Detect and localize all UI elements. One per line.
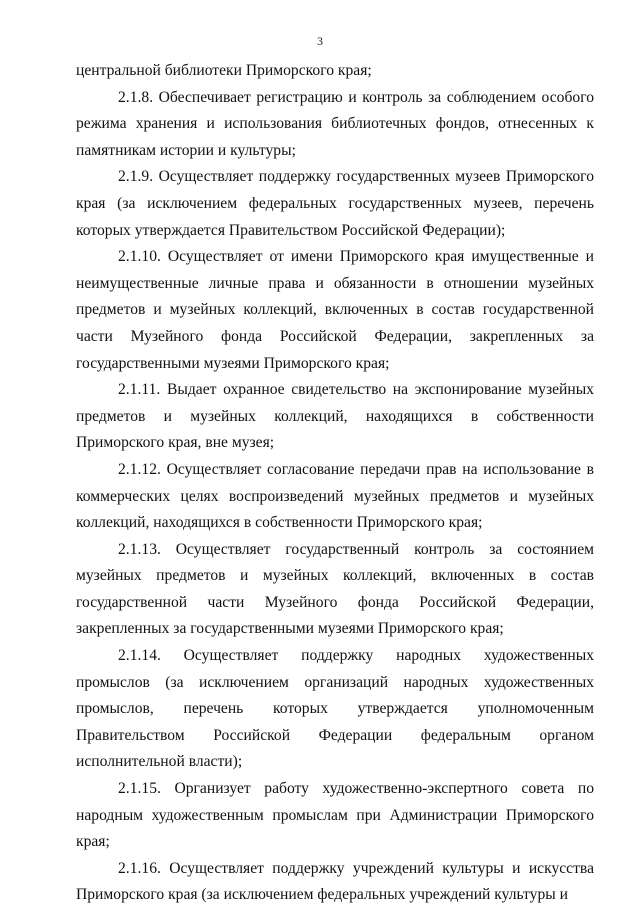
document-body (76, 58, 594, 909)
paragraph-2-1-11: 2.1.11. Выдает охранное свидетельство на экспонирование музейных предметов и музейных коллекций, находящихся в собственности Приморского края, вне музея; (76, 381, 594, 452)
paragraph-2-1-8: 2.1.8. Обеспечивает регистрацию и контроль за соблюдением особого режима хранения и использования библиотечных фондов, отнесенных к памятникам истории и культуры; (76, 88, 594, 159)
paragraph-2-1-9: 2.1.9. Осуществляет поддержку государственных музеев Приморского края (за исключением федеральных государственных музеев, перечень которых утверждается Правительством Российской Федерации); (76, 168, 594, 239)
paragraph-2-1-13: 2.1.13. Осуществляет государственный контроль за состоянием музейных предметов и музейных коллекций, включенных в состав государственной части Музейного фонда Российской Федерации, закрепленных за государственными музеями Приморского края; (76, 540, 594, 638)
paragraph-2-1-16: 2.1.16. Осуществляет поддержку учреждений культуры и искусства Приморского края (за исключением федеральных учреждений культуры и (76, 859, 594, 904)
paragraph-continuation: центральной библиотеки Приморского края; (76, 62, 372, 79)
paragraph-2-1-10: 2.1.10. Осуществляет от имени Приморского края имущественные и неимущественные личные права и обязанности в отношении музейных предметов и музейных коллекций, включенных в состав государственной части Музейного фонда Российской Федерации, закрепленных за государственными музеями Приморского края; (76, 248, 594, 372)
paragraph-2-1-14: 2.1.14. Осуществляет поддержку народных художественных промыслов (за исключением организаций народных художественных промыслов, перечень которых утверждается уполномоченным Правительством Российской Федерации федеральным органом исполнительной власти); (76, 647, 594, 771)
paragraph-2-1-12: 2.1.12. Осуществляет согласование передачи прав на использование в коммерческих целях воспроизведений музейных предметов и музейных коллекций, находящихся в собственности Приморского края; (76, 460, 594, 532)
paragraph-2-1-15: 2.1.15. Организует работу художественно-экспертного совета по народным художественным промыслам при Администрации Приморского края; (76, 780, 594, 851)
page-number: 3 (317, 34, 323, 48)
